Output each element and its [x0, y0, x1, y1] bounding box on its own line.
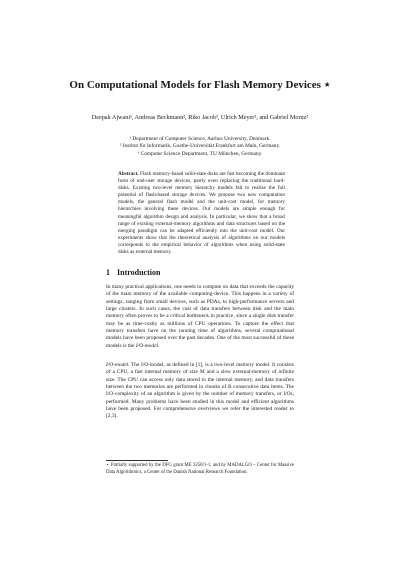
section-number: 1 — [106, 268, 110, 277]
affiliation-list — [80, 136, 320, 158]
intro-paragraph-1 — [106, 284, 294, 350]
author-list: Deepak Ajwani¹, Andreas Beckmann², Riko Jacob³, Ulrich Meyer², and Gabriel Moruz² — [91, 114, 309, 121]
affiliation-2: ² Institut für Informatik, Goethe-Universität Frankfurt am Main, Germany. — [119, 143, 281, 150]
footnote-text: Partially supported by the DFG grant ME 3250/1-1, and by MADALGO – Center for Massive Data Algorithmics, a Center of the Danish National Research Foundation. — [106, 463, 294, 475]
abstract-label: Abstract. — [118, 171, 139, 177]
para1-end: . — [157, 342, 160, 349]
para2-text: The I/O-model, as defined in [1], is a two-level memory model. It consists of a CPU, a fast internal memory of size M and a slow external-memory of infinite size. The CPU can access only data stored in the internal memory, and data transfers between the two memories are performed in chunks of B consecutive data items. The I/O-complexity of an algorithm is given by the number of memory transfers, or I/Os, performed. Many problems have been studied in this model and efficient algorithms have been proposed. For comprehensive overviews we refer the interested reader to [2,3]. — [106, 362, 294, 420]
affiliation-1: ¹ Department of Computer Science, Aarhus University, Denmark. — [129, 136, 271, 142]
para1-emphasis: I/O-model — [135, 342, 158, 349]
section-heading — [106, 268, 160, 278]
abstract — [118, 171, 285, 256]
abstract-text: Flash memory-based solid-state disks are fast becoming the dominant form of end-user storage devices, partly even replacing the traditional hard-disks. Existing two-level memory hierarchy models fail to realize the full potential of flash-based storage devices. We propose two new computation models, the general flash model and the unit-cost model, for memory hierarchies involving these devices. Our models are simple enough for meaningful algorithm design and analysis. In particular, we show that a broad range of existing external-memory algorithms and data structures based on the merging paradigm can be adapted efficiently into the unit-cost model. Our experiments show that the theoretical analysis of algorithms on our models corresponds to the empirical behavior of algorithms when using solid-state disks as external memory. — [118, 171, 285, 256]
para1-text: In many practical applications, one needs to compute on data that exceeds the capacity of the main memory of the available computing-device. This happens in a variety of settings, ranging from small devices, such as PDAs, to high-performance servers and large clusters. In such cases, the cost of data transfers between disk and the main memory often proves to be a critical bottleneck in practice, since a single disk transfer may be as time-costly as millions of CPU operations. To capture the effect that memory transfers have on the running time of algorithms, several computational models have been proposed over the past decades. One of the most successful of these models is the — [106, 284, 294, 349]
paper-title: On Computational Models for Flash Memory Devices ⋆ — [69, 79, 331, 91]
para2-lead: I/O-model. — [106, 362, 130, 368]
footnote-mark: ⋆ — [106, 463, 110, 468]
section-title: Introduction — [117, 268, 161, 277]
footnote-rule — [106, 460, 168, 461]
intro-paragraph-2 — [106, 362, 294, 421]
footnote — [106, 463, 294, 476]
affiliation-3: ³ Computer Science Department, TU München, Germany. — [137, 150, 263, 157]
